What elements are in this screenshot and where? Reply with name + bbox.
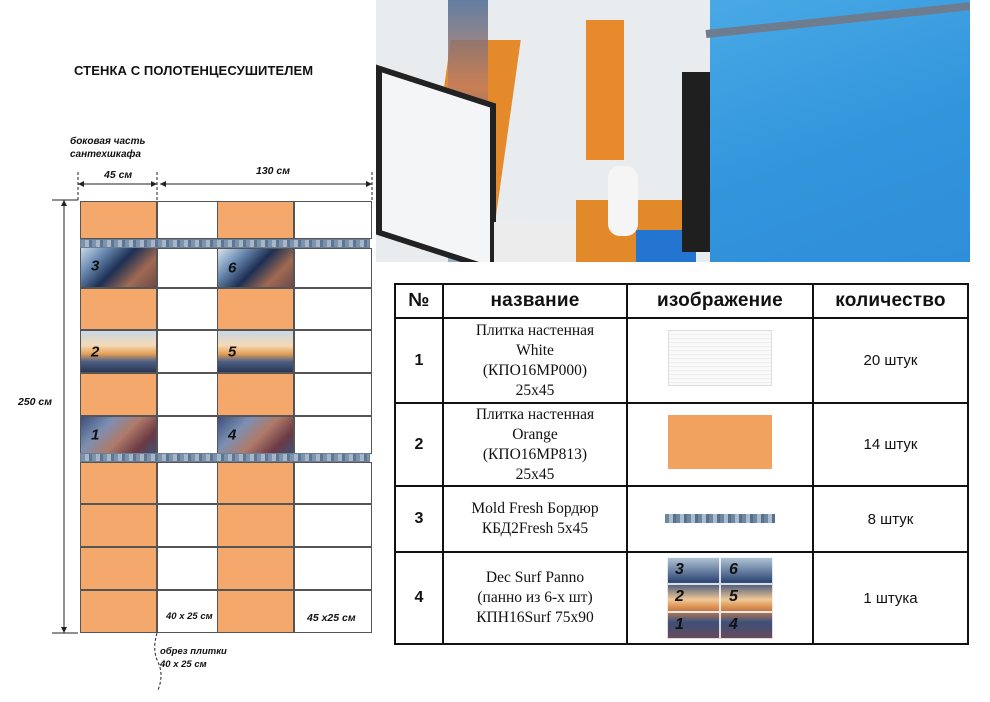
border-strip-top bbox=[80, 239, 370, 248]
wall-layout-drawing bbox=[0, 0, 380, 702]
tile-orange bbox=[217, 462, 294, 504]
panno-tile-6: 6 bbox=[217, 248, 294, 288]
row-name: Плитка настенная White (КПО16МР000) 25x45 bbox=[443, 318, 627, 403]
border-strip-swatch bbox=[665, 514, 775, 523]
row-number: 2 bbox=[395, 403, 443, 486]
render-sink bbox=[494, 222, 584, 262]
tile-orange bbox=[80, 201, 157, 239]
header-name: название bbox=[443, 284, 627, 318]
panno-tile-2: 2 bbox=[80, 330, 157, 373]
panno-tile-4: 4 bbox=[217, 416, 294, 454]
tile-orange bbox=[217, 201, 294, 239]
tile-white bbox=[294, 330, 372, 373]
row-image bbox=[627, 318, 813, 403]
render-blue-wall bbox=[710, 0, 970, 262]
tile-white bbox=[157, 288, 218, 330]
tile-orange bbox=[80, 504, 157, 547]
width-right-label: 130 см bbox=[256, 165, 291, 177]
tile-white bbox=[294, 462, 372, 504]
panno-label-2: 2 bbox=[675, 588, 684, 605]
panno-tile-1: 1 bbox=[80, 416, 157, 454]
tile-orange bbox=[217, 373, 294, 416]
render-door bbox=[682, 72, 712, 252]
panno-swatch bbox=[667, 557, 773, 639]
tile-white bbox=[294, 201, 372, 239]
row-number: 1 bbox=[395, 318, 443, 403]
tile-white bbox=[157, 248, 218, 288]
cut-size-label: 40 x 25 см bbox=[166, 611, 213, 622]
cut-note bbox=[160, 645, 227, 671]
table-row bbox=[395, 486, 968, 552]
tile-white bbox=[157, 201, 218, 239]
panno-tile-5: 5 bbox=[217, 330, 294, 373]
tile-white bbox=[294, 248, 372, 288]
panno-label-6: 6 bbox=[729, 561, 738, 578]
row-image bbox=[627, 552, 813, 644]
panno-label-3: 3 bbox=[675, 561, 684, 578]
panno-tile-3: 3 bbox=[80, 243, 157, 288]
border-strip-bottom bbox=[80, 453, 370, 462]
orange-tile-swatch bbox=[668, 415, 772, 469]
tile-white bbox=[294, 416, 372, 454]
tile-white bbox=[157, 416, 218, 454]
cut-note-line-2: 40 x 25 см bbox=[160, 659, 207, 670]
table-row bbox=[395, 318, 968, 403]
row-image bbox=[627, 486, 813, 552]
panno-label-1: 1 bbox=[675, 616, 684, 633]
height-label: 250 см bbox=[18, 396, 53, 408]
row-quantity: 1 штука bbox=[813, 552, 968, 644]
table-header-row bbox=[395, 284, 968, 318]
side-note-line-2: сантехшкафа bbox=[70, 149, 141, 160]
row-number: 3 bbox=[395, 486, 443, 552]
tile-white bbox=[157, 547, 218, 590]
tile-white bbox=[157, 373, 218, 416]
row-number: 4 bbox=[395, 552, 443, 644]
width-left-label: 45 см bbox=[104, 169, 133, 181]
panno-label-4: 4 bbox=[729, 616, 738, 633]
tile-orange bbox=[217, 547, 294, 590]
tile-orange bbox=[217, 504, 294, 547]
tile-white bbox=[294, 288, 372, 330]
table-row bbox=[395, 552, 968, 644]
row-image bbox=[627, 403, 813, 486]
header-number: № bbox=[395, 284, 443, 318]
tile-spec-table bbox=[394, 283, 969, 645]
render-orange-column-2 bbox=[586, 20, 624, 160]
tile-white bbox=[157, 504, 218, 547]
row-quantity: 8 штук bbox=[813, 486, 968, 552]
render-toilet bbox=[608, 166, 638, 236]
tile-white bbox=[294, 547, 372, 590]
row-name: Плитка настенная Orange (КПО16МР813) 25x45 bbox=[443, 403, 627, 486]
right-tile-size-label: 45 x25 см bbox=[307, 612, 356, 624]
cut-note-line-1: обрез плитки bbox=[160, 646, 227, 657]
bathroom-3d-render bbox=[376, 0, 970, 262]
row-quantity: 20 штук bbox=[813, 318, 968, 403]
tile-white bbox=[157, 462, 218, 504]
tile-orange bbox=[80, 373, 157, 416]
tile-orange bbox=[80, 547, 157, 590]
tile-white bbox=[157, 330, 218, 373]
tile-orange bbox=[80, 288, 157, 330]
tile-orange bbox=[80, 462, 157, 504]
row-name: Mold Fresh Бордюр КБД2Fresh 5x45 bbox=[443, 486, 627, 552]
tile-orange bbox=[217, 288, 294, 330]
row-name: Dec Surf Panno (панно из 6-х шт) КПН16Surf 75x90 bbox=[443, 552, 627, 644]
tile-white bbox=[294, 373, 372, 416]
side-note-line-1: боковая часть bbox=[70, 136, 146, 147]
white-tile-swatch bbox=[668, 330, 772, 386]
row-quantity: 14 штук bbox=[813, 403, 968, 486]
drawing-title: СТЕНКА С ПОЛОТЕНЦЕСУШИТЕЛЕМ bbox=[74, 63, 314, 78]
tile-orange bbox=[80, 590, 157, 633]
header-image: изображение bbox=[627, 284, 813, 318]
table-row bbox=[395, 403, 968, 486]
tile-orange bbox=[217, 590, 294, 633]
panno-label-5: 5 bbox=[729, 588, 738, 605]
tile-white bbox=[294, 504, 372, 547]
header-quantity: количество bbox=[813, 284, 968, 318]
